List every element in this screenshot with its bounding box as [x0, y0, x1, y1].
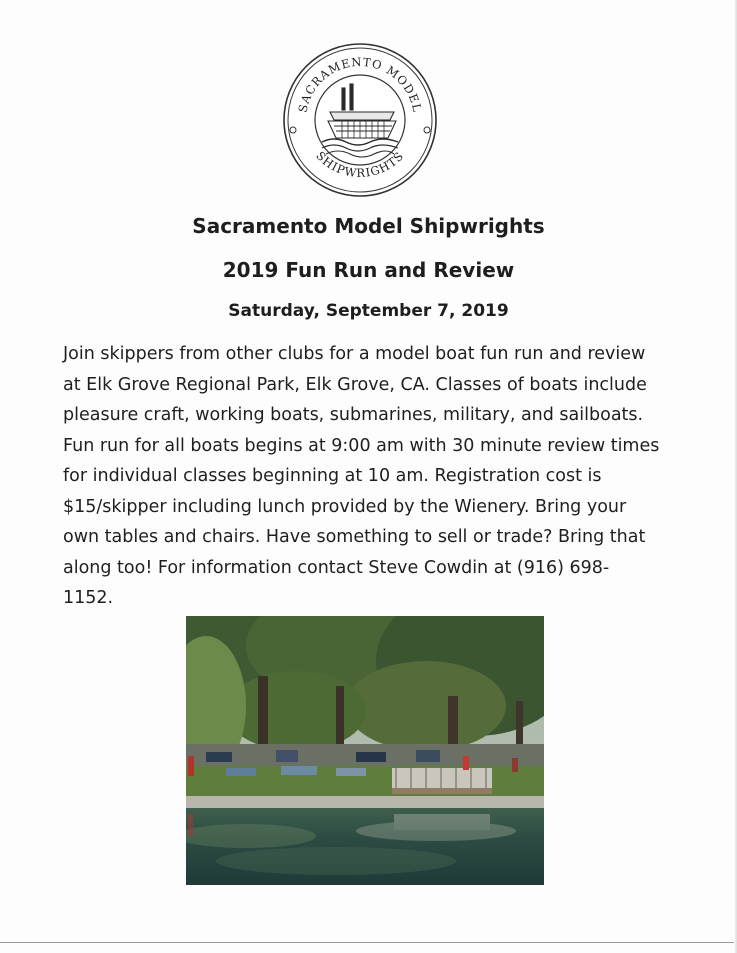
- description-line: along too! For information contact Steve Cowdin at (916) 698-: [63, 557, 610, 578]
- event-date: Saturday, September 7, 2019: [228, 301, 509, 321]
- club-logo-seal: [282, 42, 438, 198]
- event-organizer-title: Sacramento Model Shipwrights: [192, 214, 545, 238]
- description-line: Fun run for all boats begins at 9:00 am with 30 minute review times: [63, 435, 660, 456]
- description-line: own tables and chairs. Have something to sell or trade? Bring that: [63, 527, 646, 547]
- description-line: for individual classes beginning at 10 am. Registration cost is: [63, 466, 602, 486]
- logo-bottom-text: SHIPWRIGHTS: [313, 148, 407, 181]
- event-description: [63, 339, 673, 614]
- page-bottom-rule: [0, 942, 737, 943]
- description-line: 1152.: [63, 588, 114, 608]
- description-line: at Elk Grove Regional Park, Elk Grove, CA. Classes of boats include: [63, 374, 647, 395]
- event-title: 2019 Fun Run and Review: [222, 258, 515, 282]
- logo-top-text: SACRAMENTO MODEL: [295, 54, 425, 114]
- description-line: $15/skipper including lunch provided by the Wienery. Bring your: [63, 496, 627, 517]
- description-line: pleasure craft, working boats, submarines, military, and sailboats.: [63, 405, 644, 425]
- description-line: Join skippers from other clubs for a model boat fun run and review: [63, 344, 646, 364]
- park-pond-photo: [186, 616, 544, 885]
